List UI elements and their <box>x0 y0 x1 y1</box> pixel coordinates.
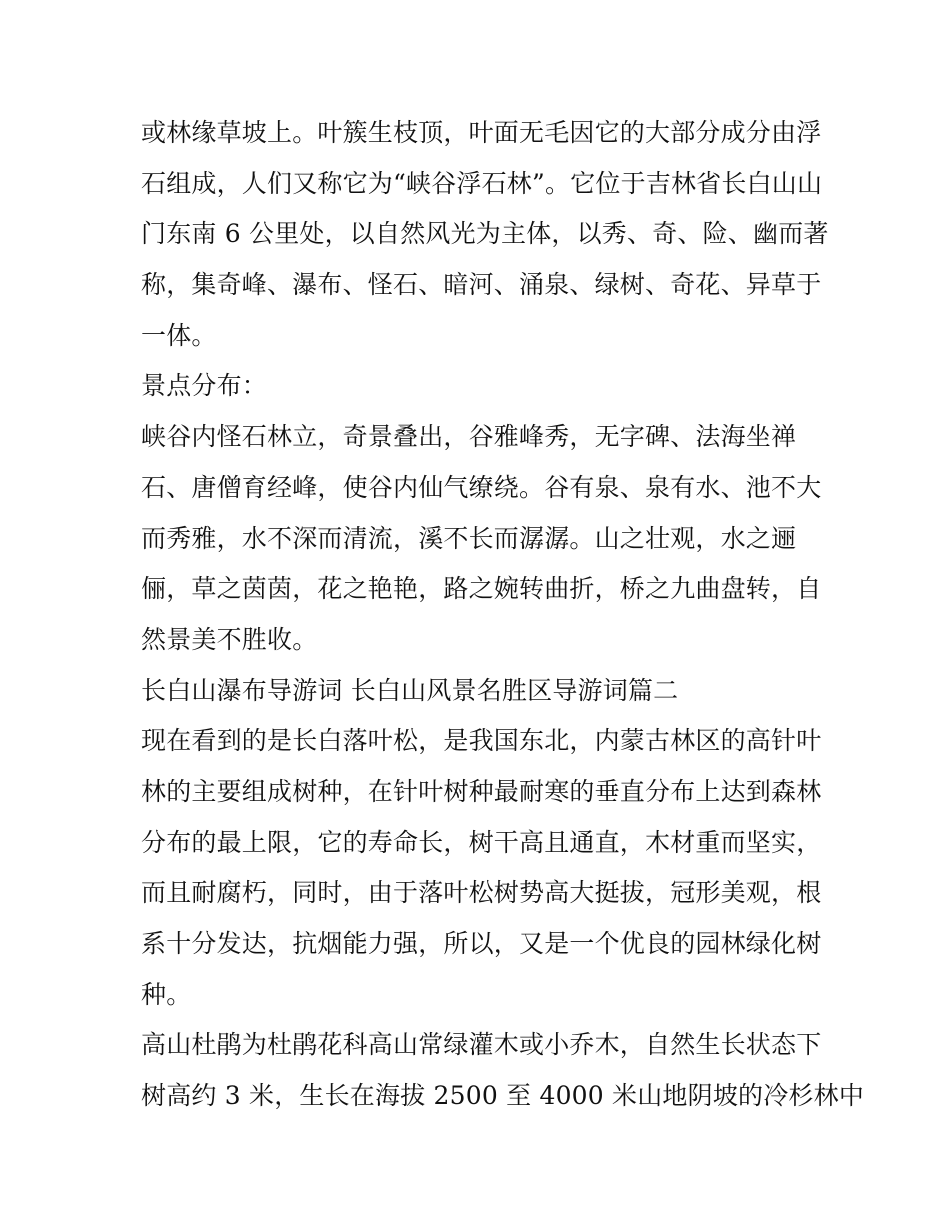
text-line: 林的主要组成树种，在针叶树种最耐寒的垂直分布上达到森林 <box>141 776 822 806</box>
article-title: 长白山瀑布导游词 长白山风景名胜区导游词篇二 <box>141 675 679 705</box>
text-line: 树高约 3 米，生长在海拔 2500 至 4000 米山地阴坡的冷杉林中 <box>141 1081 865 1111</box>
text-line: 高山杜鹃为杜鹃花科高山常绿灌木或小乔木，自然生长状态下 <box>141 1030 822 1060</box>
text-line: 而秀雅，水不深而清流，溪不长而潺潺。山之壮观，水之逦 <box>141 523 797 553</box>
text-line: 门东南 6 公里处，以自然风光为主体，以秀、奇、险、幽而著 <box>141 219 829 249</box>
text-line: 而且耐腐朽，同时，由于落叶松树势高大挺拔，冠形美观，根 <box>141 878 822 908</box>
text-line: 俪，草之茵茵，花之艳艳，路之婉转曲折，桥之九曲盘转，自 <box>141 574 822 604</box>
text-line: 石、唐僧育经峰，使谷内仙气缭绕。谷有泉、泉有水、池不大 <box>141 472 822 502</box>
text-line: 然景美不胜收。 <box>141 624 318 654</box>
body-text <box>141 108 865 1122</box>
text-line: 现在看到的是长白落叶松，是我国东北，内蒙古林区的高针叶 <box>141 726 822 756</box>
text-line: 石组成，人们又称它为“峡谷浮石林”。它位于吉林省长白山山 <box>141 168 823 198</box>
text-line: 种。 <box>141 979 192 1009</box>
text-line: 或林缘草坡上。叶簇生枝顶，叶面无毛因它的大部分成分由浮 <box>141 118 822 147</box>
text-line: 系十分发达，抗烟能力强，所以，又是一个优良的园林绿化树 <box>141 929 822 958</box>
section-heading: 景点分布： <box>141 371 268 401</box>
text-line: 分布的最上限，它的寿命长，树干高且通直，木材重而坚实， <box>141 827 822 857</box>
text-line: 峡谷内怪石林立，奇景叠出，谷雅峰秀，无字碑、法海坐禅 <box>141 422 797 452</box>
text-line: 称，集奇峰、瀑布、怪石、暗河、涌泉、绿树、奇花、异草于 <box>141 270 822 300</box>
text-line: 一体。 <box>141 320 217 350</box>
